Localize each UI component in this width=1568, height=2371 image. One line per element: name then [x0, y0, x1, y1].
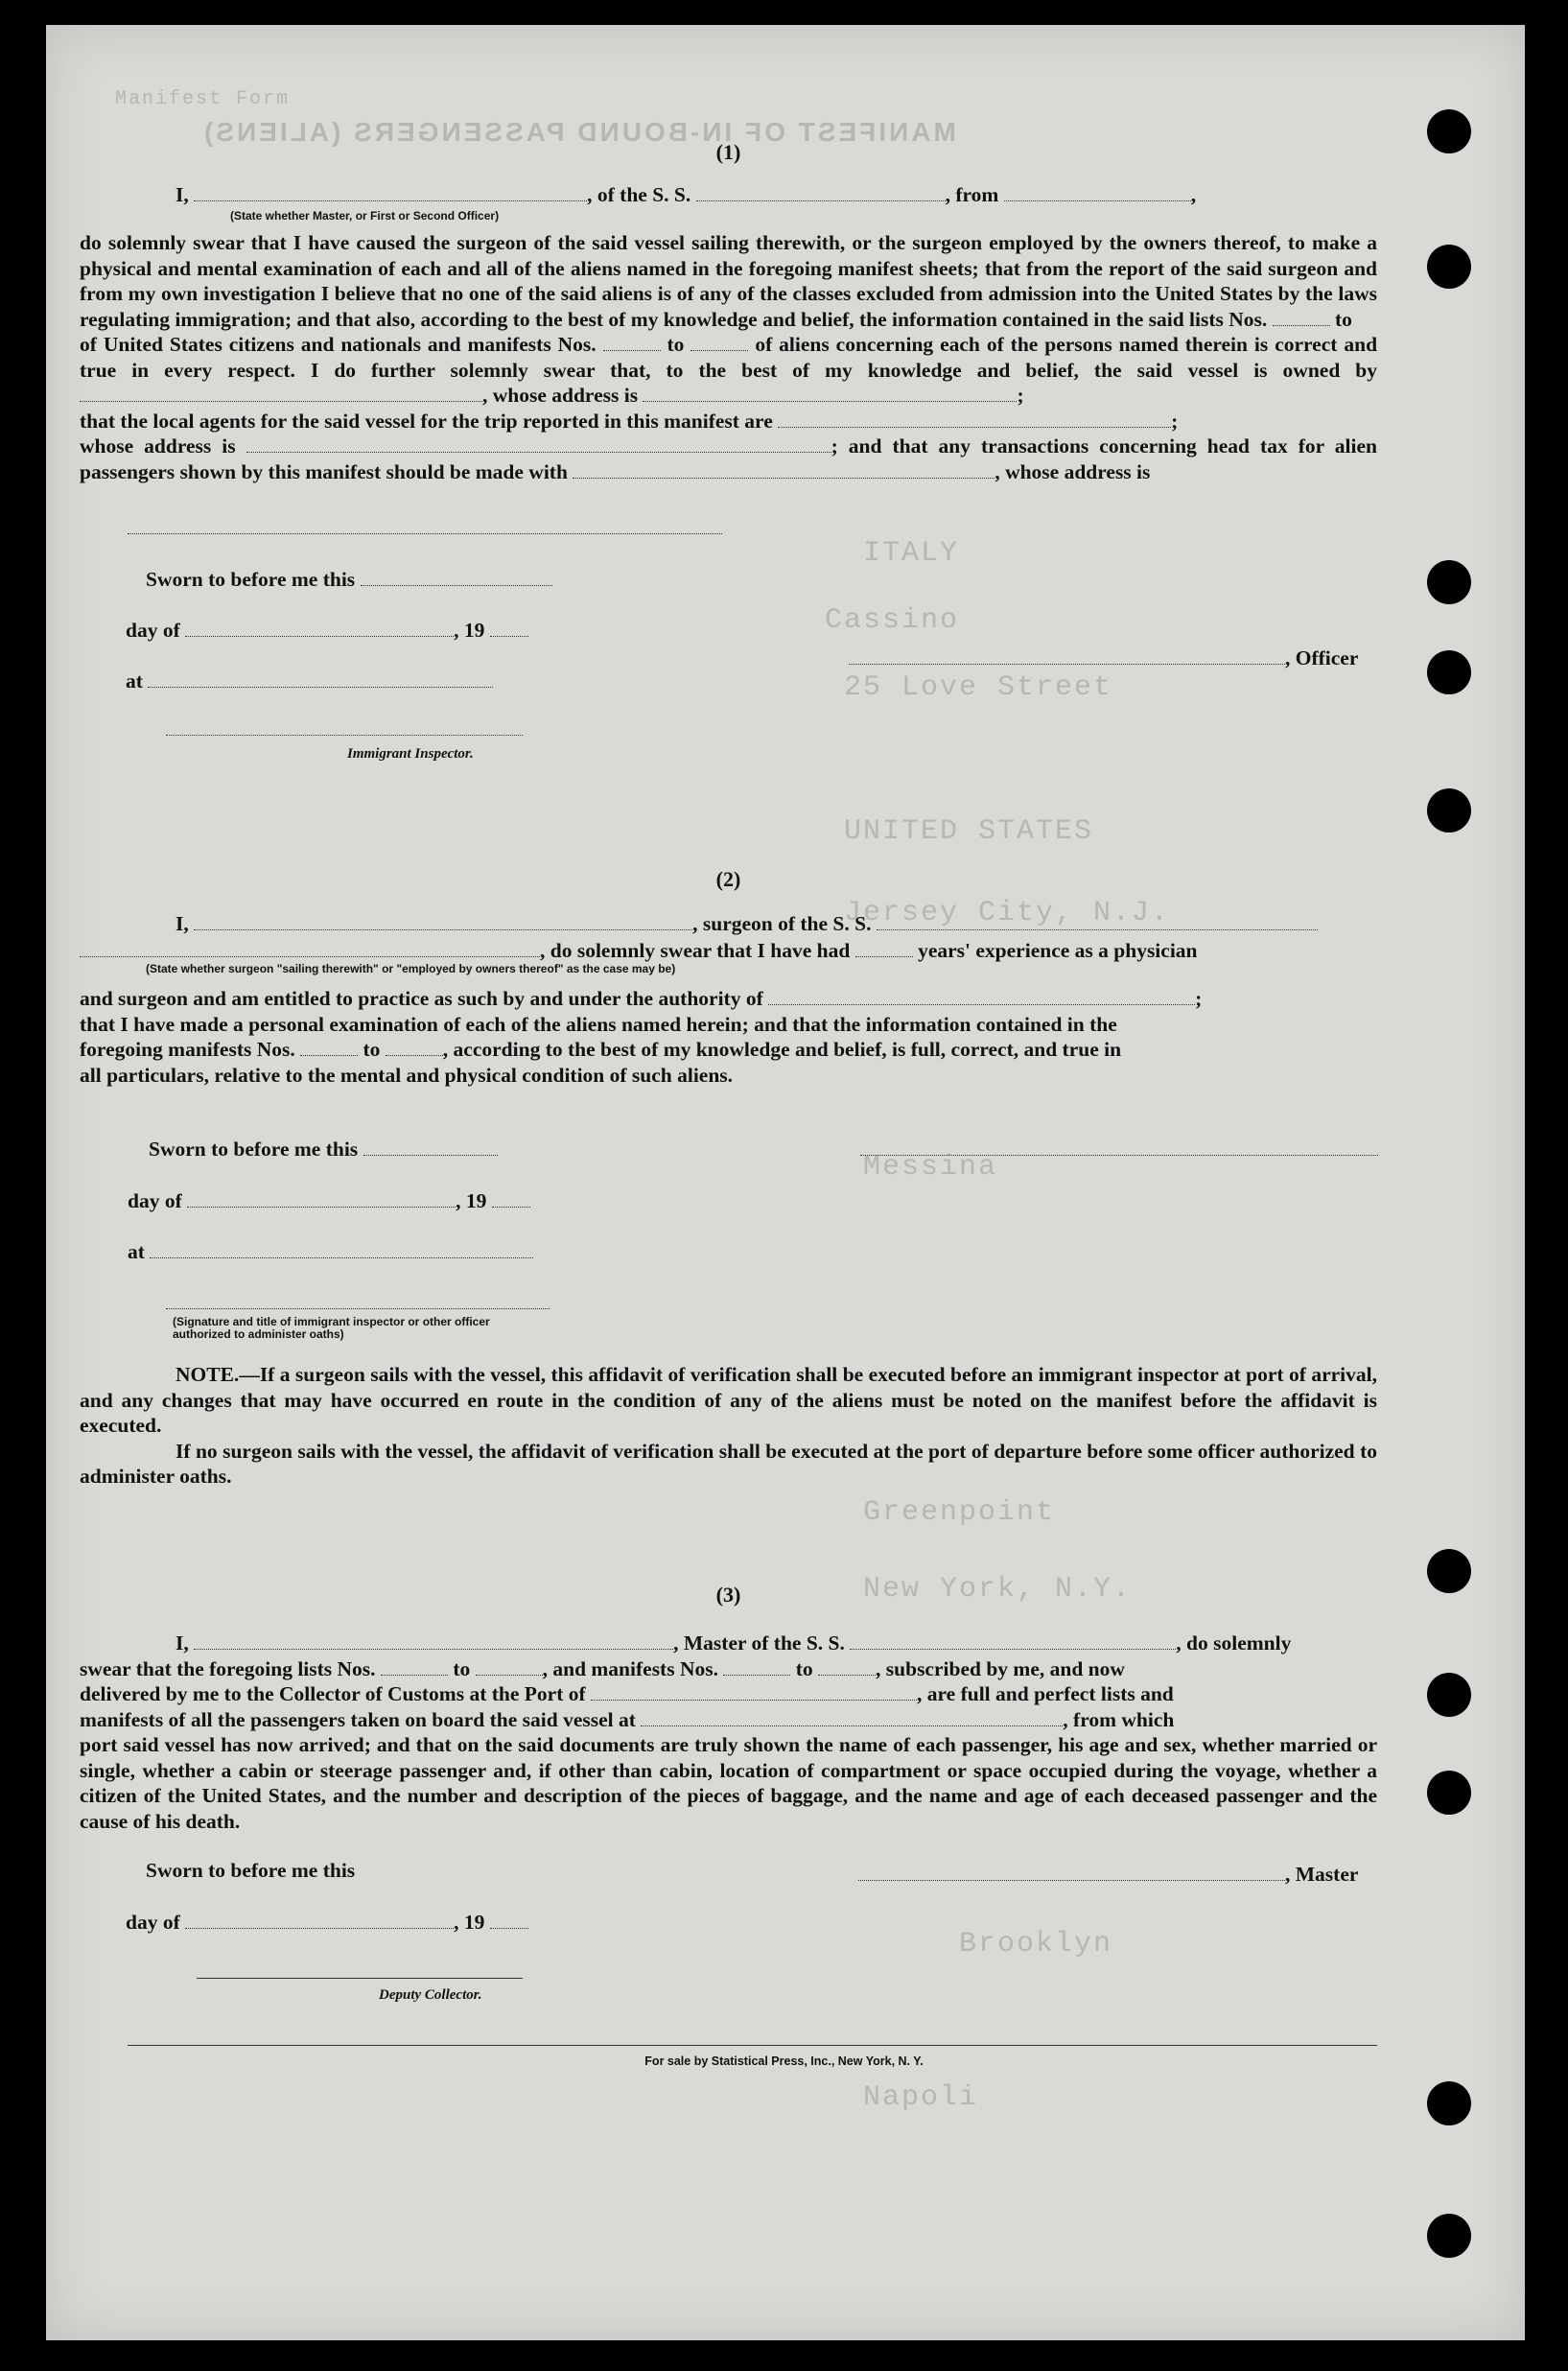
signature-note: (Signature and title of immigrant inspector or other officer authorized to administer oaths) [173, 1315, 490, 1341]
text-address: whose address is [80, 434, 236, 458]
bleed-text: 25 Love Street [844, 671, 1113, 704]
section-1-header: I, , of the S. S. , from , [176, 183, 1197, 206]
text-from: , from [945, 183, 999, 206]
lists-to-field[interactable] [476, 1657, 543, 1676]
lists-from-field[interactable] [1273, 308, 1330, 326]
punch-hole [1427, 560, 1471, 604]
year-label: , 19 [454, 619, 485, 642]
bleed-text: Greenpoint [863, 1496, 1056, 1529]
oath-text: foregoing manifests Nos. [80, 1038, 295, 1061]
month-field[interactable] [187, 1189, 456, 1208]
text-i: I, [176, 1632, 189, 1655]
agents-field[interactable] [778, 410, 1171, 428]
surgeon-signature-line[interactable] [860, 1155, 1378, 1156]
section-number: (2) [715, 867, 741, 891]
oath-text: , according to the best of my knowledge and belief, is full, correct, and true in [442, 1038, 1122, 1061]
day-of-label: day of [126, 619, 180, 642]
oath-text: years' experience as a physician [918, 939, 1198, 962]
sworn-date-field[interactable] [361, 568, 552, 586]
punch-hole [1427, 1673, 1471, 1717]
text-surgeon-of-ss: , surgeon of the S. S. [692, 912, 872, 935]
surgeon-note: (State whether surgeon "sailing therewith" or "employed by owners thereof" as the case may be) [146, 962, 676, 975]
oath-text: of United States citizens and nationals and manifests Nos. [80, 333, 597, 356]
section-2-header [80, 911, 1377, 937]
departure-port-field[interactable] [1004, 183, 1191, 201]
punch-hole [1427, 2081, 1471, 2125]
oath-text: all particulars, relative to the mental and physical condition of such aliens. [80, 1063, 734, 1087]
officer-name-field[interactable] [194, 183, 587, 201]
sworn-label: Sworn to before me this [146, 568, 356, 591]
authority-field[interactable] [768, 987, 1195, 1005]
year-field[interactable] [490, 1911, 528, 1929]
oath-text: and surgeon and am entitled to practice as such by and under the authority of [80, 987, 763, 1010]
bleed-text: Napoli [863, 2081, 979, 2114]
head-tax-field[interactable] [573, 460, 995, 479]
master-signature-field[interactable] [858, 1863, 1285, 1881]
text-of-ss: , of the S. S. [587, 183, 691, 206]
owner-address-field[interactable] [643, 384, 1017, 402]
manifest-title-ghost: MANIFEST OF IN-BOUND PASSENGERS (ALIENS) [201, 117, 956, 147]
oath-text: that the local agents for the said vessel for the trip reported in this manifest are [80, 409, 773, 433]
oath-text: ; and that any transactions concerning head tax for alien passengers shown by this manifest should be made with [80, 434, 1377, 483]
collector-signature-line[interactable] [197, 1978, 523, 1979]
text-i: I, [176, 183, 189, 206]
owner-field[interactable] [80, 384, 482, 402]
text-to: to [667, 333, 685, 356]
address-line[interactable] [128, 533, 722, 534]
place-field[interactable] [148, 669, 493, 688]
year-field[interactable] [492, 1189, 530, 1208]
oath-text: of aliens concerning each of the persons named therein is correct and true in every respect. I do further solemnly swear that, to the best of my knowledge and belief, the said vessel is owned by [80, 333, 1378, 382]
text-i: I, [176, 912, 189, 935]
section-number: (1) [715, 140, 741, 164]
footer-rule [128, 2045, 1377, 2046]
text-to: to [453, 1656, 471, 1680]
manifests-from-field[interactable] [603, 333, 661, 351]
agents-address-field[interactable] [246, 434, 831, 453]
punch-hole [1427, 109, 1471, 153]
inspector-signature-line[interactable] [166, 735, 523, 736]
at-label: at [126, 669, 143, 693]
text-address: , whose address is [995, 459, 1151, 483]
note-block [80, 1362, 1377, 1490]
surgeon-name-field[interactable] [194, 912, 692, 930]
years-field[interactable] [855, 939, 913, 957]
manifests-to-field[interactable] [690, 333, 748, 351]
note-text: —If a surgeon sails with the vessel, this affidavit of verification shall be executed before an immigrant inspector at port of arrival, and any changes that may have occurred en route in the condition of any of the aliens must be noted on the manifest before the affidavit is executed. [80, 1363, 1377, 1437]
deputy-collector-label: Deputy Collector. [379, 1987, 482, 2003]
inspector-label: Immigrant Inspector. [347, 746, 474, 762]
printer-credit: For sale by Statistical Press, Inc., New York, N. Y. [644, 2054, 924, 2068]
oath-text: , subscribed by me, and now [876, 1656, 1125, 1680]
oath-text: delivered by me to the Collector of Customs at the Port of [80, 1682, 586, 1705]
section-number: (3) [715, 1583, 741, 1607]
at-label: at [128, 1240, 145, 1263]
lists-from-field[interactable] [381, 1657, 448, 1676]
bleed-text: Cassino [825, 604, 960, 637]
text-to: to [795, 1656, 813, 1680]
text-to: to [363, 1038, 381, 1061]
text-address: , whose address is [482, 384, 639, 407]
punch-hole [1427, 2214, 1471, 2258]
oath-text: do solemnly swear that I have caused the surgeon of the said vessel sailing therewith, or the surgeon employed by the owners thereof, to make a physical and mental examination of each and all of the aliens named in the foregoing manifest sheets; that from the report of the said surgeon and from my own investigation I believe that no one of the said aliens is of any of the classes excluded from admission into the United States by the laws regulating immigration; and that also, according to the best of my knowledge and belief, the information contained in the said lists Nos. [80, 231, 1377, 331]
punch-hole [1427, 245, 1471, 289]
manifests-to-field[interactable] [386, 1038, 443, 1056]
month-field[interactable] [185, 619, 454, 637]
manifests-to-field[interactable] [818, 1657, 876, 1676]
oath-text: manifests of all the passengers taken on board the said vessel at [80, 1707, 636, 1731]
oath-text: , from which [1063, 1707, 1175, 1731]
month-field[interactable] [185, 1911, 454, 1929]
oath-text: , do solemnly [1176, 1632, 1292, 1655]
oath-text: that I have made a personal examination of each of the aliens named herein; and that the information contained in the [80, 1012, 1117, 1036]
bleed-text: ITALY [863, 537, 960, 570]
oath-text: , and manifests Nos. [542, 1656, 718, 1680]
place-field[interactable] [150, 1240, 533, 1258]
bleed-text: Brooklyn [959, 1928, 1113, 1960]
master-label: , Master [1285, 1863, 1359, 1886]
embark-port-field[interactable] [641, 1708, 1063, 1726]
sworn-label: Sworn to before me this [149, 1138, 359, 1161]
punch-hole [1427, 1771, 1471, 1815]
inspector-signature-line[interactable] [166, 1308, 550, 1309]
form-number-ghost: Manifest Form [115, 88, 291, 110]
bleed-text: UNITED STATES [844, 815, 1094, 848]
vessel-name-field[interactable] [696, 183, 946, 201]
note-label: NOTE. [176, 1363, 240, 1386]
bleed-text: Messina [863, 1151, 998, 1184]
year-label: , 19 [456, 1189, 487, 1212]
oath-text: swear that the foregoing lists Nos. [80, 1656, 376, 1680]
vessel-name-field[interactable] [877, 912, 1318, 930]
day-of-label: day of [126, 1911, 180, 1934]
officer-label: , Officer [1285, 646, 1359, 669]
manifests-from-field[interactable] [723, 1657, 790, 1676]
year-field[interactable] [490, 619, 528, 637]
punch-hole [1427, 1549, 1471, 1593]
manifests-from-field[interactable] [300, 1038, 358, 1056]
officer-note: (State whether Master, or First or Second Officer) [230, 209, 500, 223]
section-2-line2 [80, 938, 1377, 964]
day-of-label: day of [128, 1189, 182, 1212]
section-2-body: and surgeon and am entitled to practice as such by and under the authority of ; that I have made a personal examination of each of the aliens named herein; and that the information contained in the foregoing manifests Nos. to , according to the best of my knowledge and belief, is full, correct, and true in all particulars, relative to the mental and physical condition of such aliens. [80, 986, 1377, 1088]
bleed-text: New York, N.Y. [863, 1573, 1133, 1606]
sworn-label: Sworn to before me this [146, 1859, 356, 1882]
text-to: to [1335, 307, 1352, 331]
text-master-of-ss: , Master of the S. S. [673, 1632, 845, 1655]
oath-text: port said vessel has now arrived; and that on the said documents are truly shown the name of each passenger, his age and sex, whether married or single, whether a cabin or steerage passenger and, if other than cabin, location of compartment or space occupied during the voyage, whether a citizen of the United States, and the number and description of the pieces of baggage, and the name and age of each deceased passenger and the cause of his death. [80, 1733, 1377, 1833]
punch-hole [1427, 650, 1471, 694]
vessel-name-field[interactable] [850, 1632, 1176, 1650]
section-1-body: do solemnly swear that I have caused the surgeon of the said vessel sailing therewith, or the surgeon employed by the owners thereof, to make a physical and mental examination of each and all of the aliens named in the foregoing manifest sheets; that from the report of the said surgeon and from my own investigation I believe that no one of the said aliens is of any of the classes excluded from admission into the United States by the laws regulating immigration; and that also, according to the best of my knowledge and belief, the information contained in the said lists Nos. to of United States citizens and nationals and manifests Nos. to of aliens concerning each of the persons named therein is correct and true in every respect. I do further solemnly swear that, to the best of my knowledge and belief, the said vessel is owned by , whose address is ; that the local agents for the said vessel for the trip reported in this manifest are ; whose address is ; and that any transactions concerning head tax for alien passengers shown by this manifest should be made with , whose address is [80, 231, 1378, 483]
oath-text: , do solemnly swear that I have had [540, 939, 851, 962]
master-name-field[interactable] [194, 1632, 673, 1650]
sworn-date-field[interactable] [363, 1138, 498, 1156]
note-text: If no surgeon sails with the vessel, the affidavit of verification shall be executed at the port of departure before some officer authorized to administer oaths. [80, 1439, 1377, 1488]
punch-hole [1427, 788, 1471, 833]
surgeon-status-field[interactable] [80, 939, 540, 957]
section-3-body [80, 1631, 1377, 1834]
officer-signature-field[interactable] [849, 646, 1285, 665]
year-label: , 19 [454, 1911, 485, 1934]
oath-text: , are full and perfect lists and [917, 1682, 1174, 1705]
port-field[interactable] [591, 1682, 917, 1701]
bleed-text: Jersey City, N.J. [844, 897, 1171, 929]
